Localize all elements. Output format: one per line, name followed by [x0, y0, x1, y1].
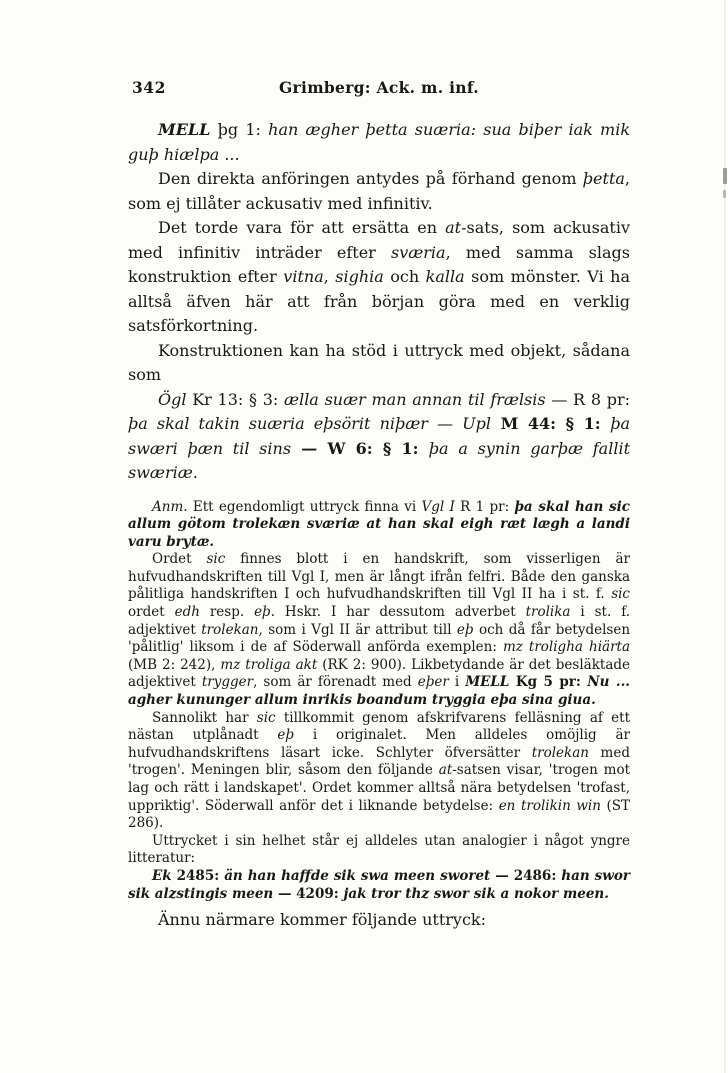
text-run: at — [445, 218, 462, 237]
text-run: — 2486: — [490, 867, 562, 884]
text-run: , med samma slags konstruktion efter — [128, 242, 630, 286]
text-run: Ett egendomligt uttryck finna vi — [187, 498, 422, 515]
text-run: i originalet. Men alldeles omöjlig är hufvudhandskriftens läsart icke. Schlyter öfversätter — [128, 727, 630, 761]
text-run: eþ — [277, 727, 295, 744]
text-run: resp. — [199, 604, 255, 621]
text-run: Ordet — [152, 551, 207, 568]
paragraph — [128, 551, 630, 709]
text-run: MELL — [158, 120, 211, 139]
text-run: trolika — [525, 604, 571, 621]
text-run: (MB 2: 242), — [128, 656, 221, 673]
text-run: tillkommit genom afskrifvarens felläsning af ett nästan utplånadt — [128, 709, 630, 744]
text-run: och — [383, 267, 426, 286]
text-run: — — [427, 414, 463, 433]
page-number: 342 — [132, 78, 166, 97]
text-run: en trolikin win — [498, 797, 601, 814]
paragraph — [128, 167, 630, 216]
text-run: Anm. — [152, 498, 188, 515]
text-run: sic — [206, 551, 226, 568]
paragraph — [128, 868, 630, 903]
paragraph — [128, 710, 630, 833]
text-run: sighia — [335, 267, 384, 286]
page-header — [128, 78, 630, 100]
text-run: þetta — [582, 169, 625, 188]
text-run: Vgl I — [421, 498, 455, 515]
paragraph — [128, 118, 630, 167]
text-run: , — [323, 267, 336, 286]
text-run: . Hskr. I har dessutom adverbet — [270, 604, 526, 621]
text-run: sic — [611, 586, 630, 603]
text-run: och då får betydelsen 'pålitlig' liksom i de af Söderwall anförda exemplen: — [128, 621, 631, 656]
text-column — [128, 78, 630, 933]
text-run: Ek — [152, 867, 172, 884]
text-run: at — [438, 762, 453, 779]
text-run: (RK 2: 900). Likbetydande är det besläktade adjektivet — [128, 656, 630, 691]
text-run: mz troligha hiärta — [502, 639, 630, 656]
text-run: finnes blott i en handskrift, som visserligen är hufvudhandskriften till Vgl I, men är långt ifrån felfri. Både den ganska pålitliga handskriften I och hufvudhandskriften till Vgl II ha i st. f. — [128, 551, 630, 603]
text-run: -sats, som ackusativ med infinitiv inträder efter — [128, 218, 631, 262]
text-run: þa skal takin suæria eþsörit niþær — [128, 414, 428, 433]
text-run: edh — [174, 604, 200, 621]
text-run: þa skal han sic allum götom trolekæn sværiæ at han skal eigh ræt lægh a landi varu brytæ. — [128, 498, 630, 550]
scan-artifact-mark — [723, 190, 726, 198]
text-run: han ægher þetta suæria: sua biþer iak mik guþ hiælpa ... — [128, 120, 631, 164]
text-run: eþ — [456, 621, 474, 638]
text-run: Ögl — [158, 389, 187, 409]
text-run: trolekan — [201, 621, 259, 638]
text-run: -satsen visar, 'trogen mot lag och rätt i landskapet'. Ordet kommer alltså nära betydelsen 'trofast, uppriktig'. Söderwall anför det i liknande betydelse: — [128, 762, 630, 814]
text-run: i st. f. adjektivet — [128, 604, 630, 638]
text-run: i — [448, 674, 466, 691]
paragraph — [128, 833, 630, 868]
text-run: Kg 5 pr: — [509, 674, 588, 691]
text-run: eþ — [254, 604, 271, 621]
text-run: ordet — [128, 604, 175, 621]
paragraph — [128, 499, 630, 552]
text-run: Kr 13: § 3: — [186, 389, 285, 409]
text-run: Det torde vara för att ersätta en — [158, 218, 446, 237]
text-run: Sannolikt har — [152, 709, 257, 726]
text-run: — W 6: § 1: — [291, 438, 429, 458]
text-run: þa a synin garþæ fallit swæriæ. — [128, 438, 631, 482]
text-run: Konstruktionen kan ha stöd i uttryck med objekt, sådana som — [128, 340, 630, 384]
running-title: Grimberg: Ack. m. inf. — [279, 78, 479, 97]
text-run: trygger — [201, 674, 254, 691]
text-run: Upl — [462, 414, 491, 433]
text-run: þa swæri þæn til sins — [128, 414, 631, 458]
text-run: eþer — [417, 674, 449, 691]
text-run: mz troliga akt — [220, 656, 318, 673]
text-run: , som är förenadt med — [253, 674, 418, 691]
text-run: — 4209: — [273, 885, 344, 902]
paragraph — [128, 908, 630, 933]
text-run: ælla suær man annan til frælsis — [284, 389, 546, 409]
paragraph — [128, 216, 630, 339]
text-run: M 44: § 1: — [490, 414, 611, 433]
text-run: sværia — [390, 242, 446, 262]
text-run: Den direkta anföringen antydes på förhand genom — [158, 169, 583, 188]
paragraph — [128, 339, 630, 388]
text-run: jak tror thz swor sik a nokor meen. — [343, 885, 609, 902]
text-run: Nu ... agher kununger allum inrikis boandum tryggia eþa sina giua. — [128, 674, 630, 709]
text-run: Ännu närmare kommer följande uttryck: — [158, 910, 487, 930]
text-run: än han haffde sik swa meen sworet — [224, 867, 491, 884]
text-run: kalla — [425, 267, 465, 286]
text-run: , som ej tillåter ackusativ med infinitiv. — [128, 169, 630, 213]
text-content — [128, 118, 630, 933]
text-run: sic — [256, 709, 276, 726]
text-run: trolekan — [531, 744, 589, 761]
text-run: vitna — [283, 267, 324, 286]
text-run: MELL — [465, 674, 510, 691]
text-run: med 'trogen'. Meningen blir, såsom den följande — [128, 744, 630, 779]
text-run: han swor sik alzstingis meen — [128, 867, 630, 902]
text-run: (ST 286). — [128, 797, 631, 832]
text-run: R 1 pr: — [454, 498, 515, 515]
text-run: þg 1: — [210, 120, 269, 139]
paragraph — [128, 388, 630, 486]
text-run: — R 8 pr: — [545, 389, 631, 409]
scan-edge-shade — [724, 0, 726, 1073]
text-run: som mönster. Vi ha alltså äfven här att från början göra med en verklig satsförkortning. — [128, 267, 631, 335]
text-run: Uttrycket i sin helhet står ej alldeles utan analogier i något yngre litteratur: — [128, 832, 630, 867]
text-run: , som i Vgl II är attribut till — [258, 621, 457, 638]
scan-artifact-mark — [723, 168, 727, 184]
text-run: 2485: — [171, 867, 225, 884]
